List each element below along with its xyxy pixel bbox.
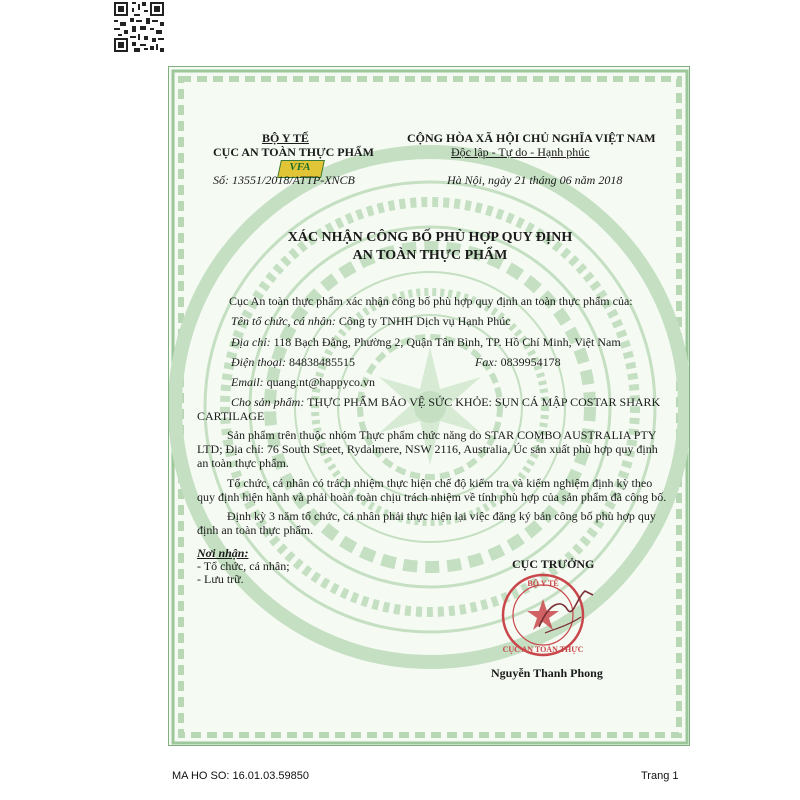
signer-name: Nguyễn Thanh Phong	[491, 666, 603, 680]
paragraph-3-line-2: định an toàn thực phẩm.	[197, 523, 314, 537]
email-row	[231, 375, 375, 389]
recipient-item: - Tổ chức, cá nhân;	[197, 559, 290, 573]
product-value-line-2: CARTILAGE	[197, 409, 265, 423]
organization-label: Tên tổ chức, cá nhân:	[231, 314, 336, 328]
national-motto: Độc lập - Tự do - Hạnh phúc	[451, 145, 590, 159]
department-name: CỤC AN TOÀN THỰC PHẨM	[213, 145, 374, 159]
intro-text: Cục An toàn thực phẩm xác nhận công bố phù hợp quy định an toàn thực phẩm của:	[229, 294, 633, 308]
email-value: quang.nt@happyco.vn	[266, 375, 376, 389]
paragraph-2-line-1: Tổ chức, cá nhân có trách nhiệm thực hiện chế độ kiểm tra và kiểm nghiệm định kỳ theo	[227, 476, 653, 490]
paragraph-2-line-2: quy định hiện hành và phải hoàn toàn chịu trách nhiệm về tính phù hợp của sản phẩm đã công bố.	[197, 490, 667, 504]
product-row	[231, 395, 660, 409]
ministry-name: BỘ Y TẾ	[262, 131, 309, 145]
file-code: MA HO SO: 16.01.03.59850	[172, 770, 309, 782]
phone-label: Điện thoại:	[231, 355, 286, 369]
fax-value: 0839954178	[500, 355, 561, 369]
vfa-logo: VFA	[277, 160, 325, 178]
paragraph-1-line-1: Sản phẩm trên thuộc nhóm Thực phẩm chức năng do STAR COMBO AUSTRALIA PTY	[227, 428, 657, 442]
issue-date: Hà Nội, ngày 21 tháng 06 năm 2018	[447, 173, 623, 187]
republic-name: CỘNG HÒA XÃ HỘI CHỦ NGHĨA VIỆT NAM	[407, 131, 656, 145]
paragraph-3-line-1: Định kỳ 3 năm tổ chức, cá nhân phải thực hiện lại việc đăng ký bản công bố phù hợp quy	[227, 509, 656, 523]
document-title-line-1: XÁC NHẬN CÔNG BỐ PHÙ HỢP QUY ĐỊNH	[287, 230, 573, 245]
paragraph-1-line-3: an toàn thực phẩm.	[197, 456, 289, 470]
recipients-label: Nơi nhận:	[197, 546, 249, 560]
document-number: Số: 13551/2018/ATTP-XNCB	[213, 173, 355, 187]
page-number: Trang 1	[641, 770, 679, 782]
address-row	[231, 335, 621, 349]
organization-value: Công ty TNHH Dịch vụ Hạnh Phúc	[338, 314, 511, 328]
fax-label: Fax:	[475, 355, 498, 369]
address-label: Địa chỉ:	[231, 335, 271, 349]
certificate-document	[168, 66, 690, 746]
document-title-line-2: AN TOÀN THỰC PHẨM	[352, 248, 508, 263]
recipient-item: - Lưu trữ.	[197, 572, 244, 586]
product-label: Cho sản phẩm:	[231, 395, 305, 409]
paragraph-1-line-2: LTD; Địa chỉ: 76 South Street, Rydalmere, NSW 2116, Australia, Úc sản xuất phù hợp quy định	[197, 442, 658, 456]
address-value: 118 Bạch Đằng, Phường 2, Quận Tân Bình, TP. Hồ Chí Minh, Việt Nam	[273, 335, 621, 349]
svg-text:CỤC AN TOÀN THỰC: CỤC AN TOÀN THỰC	[502, 645, 584, 654]
svg-text:BỘ Y TẾ: BỘ Y TẾ	[527, 579, 559, 588]
phone-row	[231, 355, 355, 369]
email-label: Email:	[231, 375, 264, 389]
qr-code-icon	[112, 0, 166, 54]
organization-row	[231, 314, 511, 328]
fax-row	[475, 355, 561, 369]
signer-title: CỤC TRƯỞNG	[512, 557, 595, 571]
official-stamp	[485, 569, 605, 661]
product-value-line-1: THỰC PHẨM BẢO VỆ SỨC KHỎE: SỤN CÁ MẬP COSTAR SHARK	[307, 395, 661, 409]
phone-value: 84838485515	[289, 355, 355, 369]
